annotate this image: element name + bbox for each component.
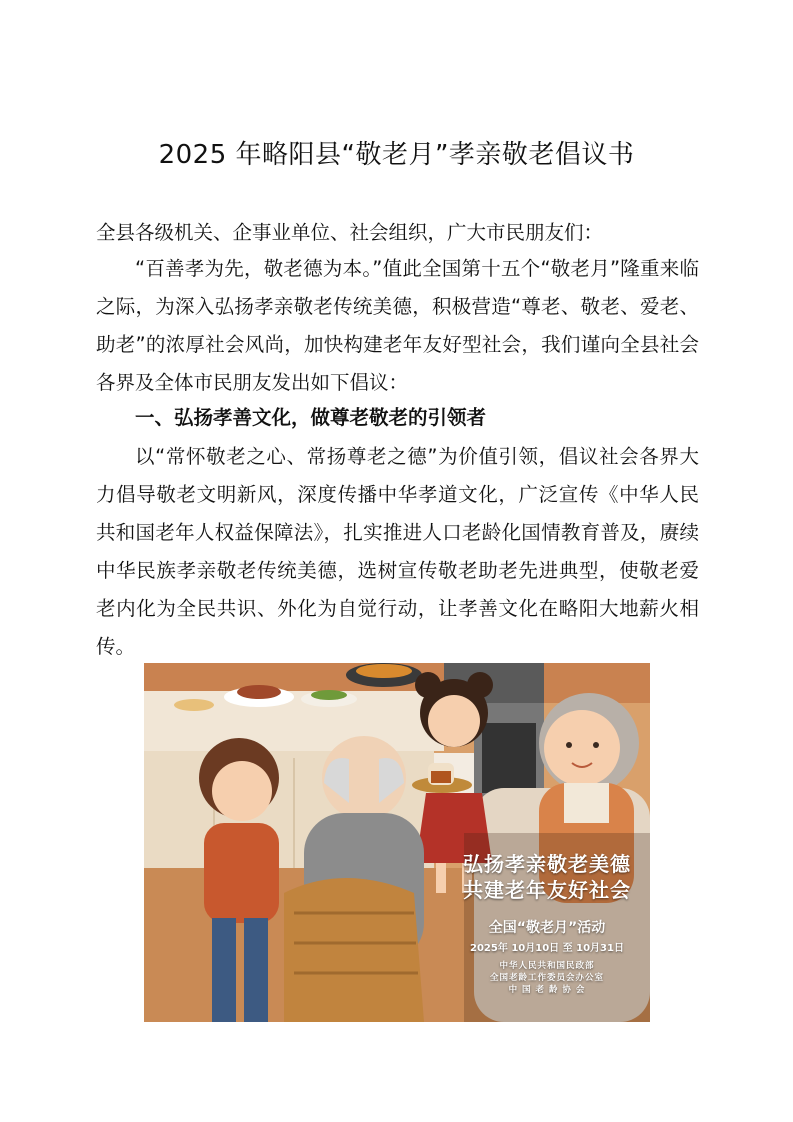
document-title: 2025 年略阳县“敬老月”孝亲敬老倡议书 <box>158 140 635 170</box>
section-heading-1: 一、弘扬孝善文化，做尊老敬老的引领者 <box>135 406 487 429</box>
intro-paragraph: “百善孝为先，敬老德为本。”值此全国第十五个“敬老月”隆重来临之际，为深入弘扬孝亲敬老传统美德，积极营造“尊老、敬老、爱老、助老”的浓厚社会风尚，加快构建老年友好型社会，我们谨向全县社会各界及全体市民朋友发出如下倡议： <box>96 257 699 394</box>
poster-organizer-1: 中华人民共和国民政部 <box>499 961 595 971</box>
poster-organizer-2: 全国老龄工作委员会办公室 <box>489 973 604 983</box>
poster-event-title: 全国“敬老月”活动 <box>488 920 606 936</box>
poster-image <box>144 663 650 1022</box>
section-body-1: 以“常怀敬老之心、常扬尊老之德”为价值引领，倡议社会各界大力倡导敬老文明新风，深度传播中华孝道文化，广泛宣传《中华人民共和国老年人权益保障法》，扎实推进人口老龄化国情教育普及，赓续中华民族孝亲敬老传统美德，选树宣传敬老助老先进典型，使敬老爱老内化为全民共识、外化为自觉行动，让孝善文化在略阳大地薪火相传。 <box>96 445 699 658</box>
salutation: 全县各级机关、企事业单位、社会组织，广大市民朋友们： <box>96 221 604 244</box>
poster-dates: 2025年 10月10日 至 10月31日 <box>470 943 624 954</box>
poster-text-block <box>462 851 632 996</box>
poster-organizer-3: 中 国 老 龄 协 会 <box>508 985 586 995</box>
poster-slogan-line1: 弘扬孝亲敬老美德 <box>463 852 631 876</box>
rattan-chair <box>284 878 424 1022</box>
poster-slogan-line2: 共建老年友好社会 <box>463 878 631 902</box>
